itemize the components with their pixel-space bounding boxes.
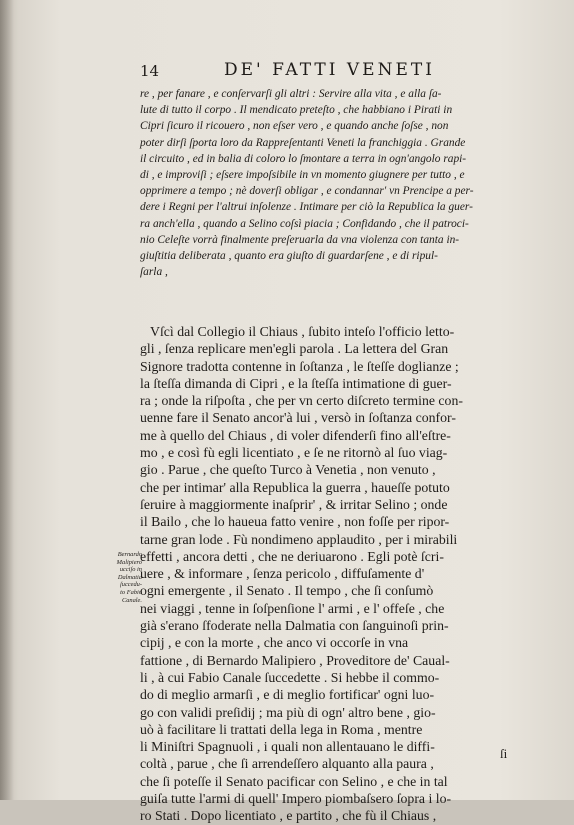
text-line: nei viaggi , tenne in ſoſpenſione l' armi , e l' offeſe , che [140,600,445,616]
text-line: ra ; onde la riſpoſta , che per vn certo diſcreto termine con- [140,393,463,409]
margin-line: ucciſo in [119,566,142,574]
text-line: ſarla , [140,266,168,279]
text-line: ra anch'ella , quando a Selino coſsì piacia ; Confidando , che il patroci- [140,217,469,230]
text-line: effetti , ancora detti , che ne deriuarono . Egli potè ſcri- [140,548,444,564]
text-line: re , per fanare , e conſervarſi gli altri : Servire alla vita , e alla ſa- [140,88,442,100]
text-line: li , à cui Fabio Canale ſuccedette . Si hebbe il commo- [140,669,440,685]
catchword: ſi [500,746,508,761]
main-paragraph [140,323,538,825]
text-line: ogni emergente , il Senato . Il tempo , che ſi conſumò [140,583,434,599]
text-line: uò à facilitare li trattati della lega in Roma , mentre [140,721,423,737]
page-number: 14 [140,62,160,80]
text-line: gio . Parue , che queſto Turco à Venetia , non venuto , [140,462,436,478]
text-line: gli , ſenza replicare men'egli parola . La lettera del Gran [140,341,449,357]
text-line: lute di tutto il corpo . Il mendicato preteſto , che habbiano i Pirati in [140,104,453,117]
running-title: DE' FATTI VENETI [224,60,435,80]
text-line: guiſa tutte l'armi di quell' Impero piombaſsero ſopra i lo- [140,791,452,807]
margin-line: Malipiero [116,558,142,566]
text-line: la ſteſſa dimanda di Cipri , e la ſteſſa intimatione di guer- [140,375,452,391]
text-line: il circuito , ed in balia di coloro lo ſmontare a terra in ogn'angolo rapi- [140,152,467,165]
text-line: di , e improviſi ; eſsere impoſsibile in vn momento giugnere per tutto , e [140,169,465,182]
text-line: coltà , parue , che ſi arrendeſſero alquanto alla paura , [140,756,434,772]
text-line: nio Celeſte vorrà finalmente preſeruarla da vna violenza con tanta in- [140,233,460,246]
text-line: tarne gran lode . Fù nondimeno applaudito , per i mirabili [140,531,458,547]
margin-line: Bernardo [117,551,142,558]
italic-speech-block [140,86,538,280]
text-line: giuſtitia deliberata , quanto era giuſto di guardarſene , e di ripul- [140,250,438,263]
text-line: fattione , di Bernardo Malipiero , Proveditore de' Caual- [140,652,450,668]
margin-line: Dalmatia [117,573,142,581]
page-header [140,62,540,84]
text-line: go con validi preſidij ; ma più di ogn' altro bene , gio- [140,704,436,720]
text-line: che ſi poteſſe il Senato pacificar con Selino , e che in tal [140,773,448,789]
text-line: Vſcì dal Collegio il Chiaus , ſubito inteſo l'officio letto- [150,324,455,339]
binding-shadow [0,0,14,800]
text-line: me à quello del Chiaus , di voler difenderſi fino all'eſtre- [140,427,451,443]
text-line: do di meglio armarſi , e di meglio fortificar' ogni luo- [140,687,435,703]
text-line: dere i Regni per l'altrui inſolenze . Intimare per ciò la Republica la guer- [140,201,473,214]
text-line: cipij , e con la morte , che anco vi occorſe in vna [140,635,409,651]
text-line: poter dirſi ſporta loro da Rappreſentanti Veneti la franchiggia . Grande [140,136,466,149]
text-line: che per intimar' alla Republica la guerra , haueſſe potuto [140,479,450,495]
margin-line: ſuccedu- [120,581,142,589]
text-line: già s'erano ſfoderate nella Dalmatia con ſanguinoſi prin- [140,618,449,634]
text-line: Cipri ſicuro il ricouero , non eſser vero , e quando anche ſoſse , non [140,120,449,133]
text-line: il Bailo , che lo haueua fatto venire , non foſſe per ripor- [140,514,450,530]
text-line: ro Stati . Dopo licentiato , e partito , che fù il Chiaus , [140,808,437,824]
text-line: uenne fare il Senato ancor'à lui , versò in ſoſtanza confor- [140,410,456,426]
margin-line: to Fabio [120,588,142,596]
margin-line: Canale. [121,596,142,604]
text-line: uere , & informare , ſenza pericolo , diffuſamente d' [140,566,425,582]
text-line: li Miniſtri Spagnuoli , i quali non allentauano le diffi- [140,739,435,755]
text-line: ſeruire à maggiormente inaſprir' , & irritar Selino ; onde [140,496,448,512]
text-line: Signore tradotta contenne in ſoſtanza , le ſteſſe doglianze ; [140,358,459,374]
text-line: opprimere a tempo ; nè doverſi obligar , e condannar' vn Prencipe a per- [140,185,474,198]
marginal-note [110,551,142,604]
text-line: mo , e così fù egli licentiato , e ſe ne ritornò al ſuo viag- [140,445,448,461]
